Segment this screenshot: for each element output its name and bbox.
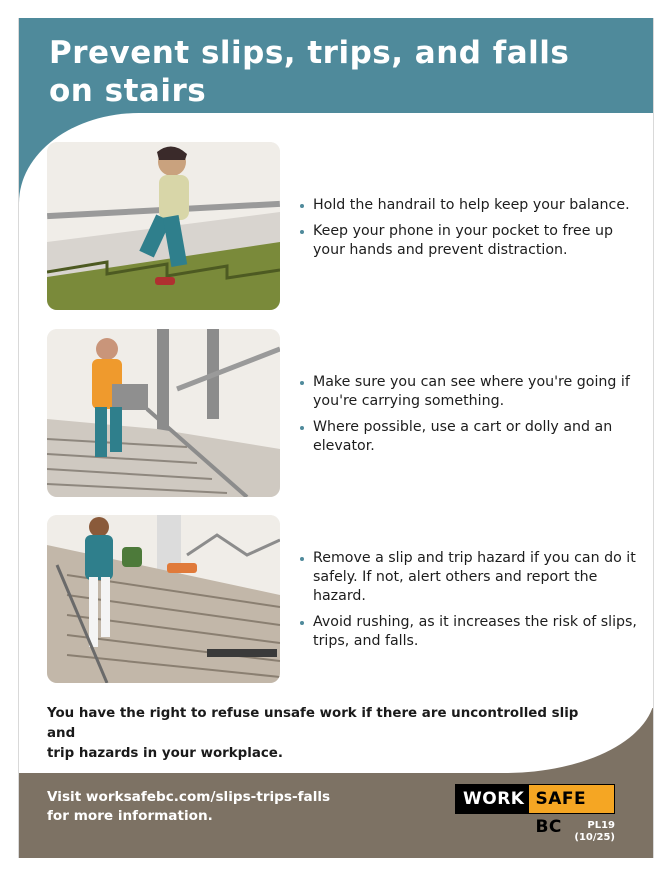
illustration-carrying-box [47,329,280,497]
handrail-illustration-icon [47,142,280,310]
bullet-item: Hold the handrail to help keep your balance. [299,196,639,215]
bullet-item: Remove a slip and trip hazard if you can do it safely. If not, alert others and report the hazard. [299,549,639,606]
rights-line-2: trip hazards in your workplace. [47,746,283,761]
code-line-1: PL19 [587,820,615,831]
title-line-2: on stairs [49,73,207,109]
bullet-item: Where possible, use a cart or dolly and an elevator. [299,418,639,456]
carrying-box-illustration-icon [47,329,280,497]
rights-line-1: You have the right to refuse unsafe work if there are uncontrolled slip and [47,706,579,741]
cluttered-stairs-illustration-icon [47,515,280,683]
bullet-item: Make sure you can see where you're going if you're carrying something. [299,373,639,411]
page-title [49,34,609,110]
visit-line-1[interactable]: Visit worksafebc.com/slips-trips-falls [47,789,331,805]
illustration-cluttered-stairs [47,515,280,683]
poster [18,18,654,858]
logo-part-work: WORK [456,785,529,813]
code-line-2: (10/25) [574,832,615,843]
bullet-list-3 [299,549,639,658]
bullet-item: Avoid rushing, as it increases the risk of slips, trips, and falls. [299,613,639,651]
right-to-refuse-notice [47,704,607,764]
publication-code [559,820,615,844]
logo-part-safebc: SAFE BC [529,785,614,813]
bullet-item: Keep your phone in your pocket to free up your hands and prevent distraction. [299,222,639,260]
illustration-handrail [47,142,280,310]
bullet-list-1 [299,196,639,267]
bullet-list-2 [299,373,639,463]
visit-line-2: for more information. [47,808,213,824]
visit-link-text [47,788,377,826]
title-line-1: Prevent slips, trips, and falls [49,35,570,71]
